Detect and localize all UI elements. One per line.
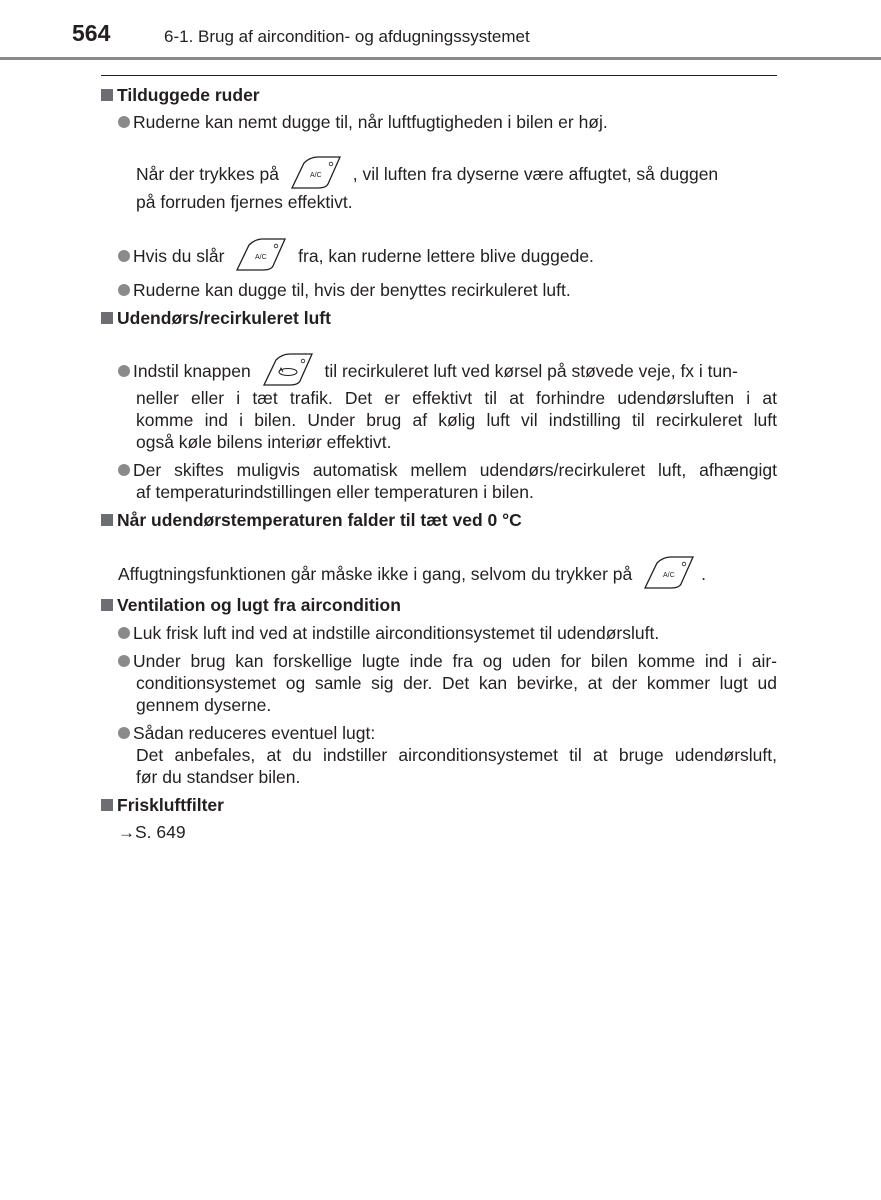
bullet-item: Ruderne kan nemt dugge til, når luftfugtigheden i bilen er høj.: [118, 111, 608, 133]
bullet-item: Ruderne kan dugge til, hvis der benyttes recirkuleret luft.: [118, 279, 571, 301]
square-bullet-icon: [101, 514, 113, 526]
bullet-item: Under brug kan forskellige lugte inde fra og uden for bilen komme ind i air-: [118, 650, 777, 672]
bullet-item: Sådan reduceres eventuel lugt:: [118, 722, 375, 744]
right-arrow-icon: →: [118, 823, 135, 842]
paragraph-line: også køle bilens interiør effektivt.: [136, 432, 392, 452]
bullet-item: Indstil knappen til recirkuleret luft ved kørsel på støvede veje, fx i tun-: [118, 352, 738, 393]
ac-button-icon: [233, 237, 289, 278]
chapter-title: 6-1. Brug af aircondition- og afdugningssystemet: [164, 27, 530, 46]
paragraph-line: conditionsystemet og samle sig der. Det kan bevirke, at der kommer lugt ud: [136, 673, 777, 693]
svg-text:A/C: A/C: [663, 572, 675, 579]
paragraph-line: Det anbefales, at du indstiller airconditionsystemet til at bruge udendørsluft,: [136, 745, 777, 765]
section-heading-low-temperature: Når udendørstemperaturen falder til tæt ved 0 °C: [101, 510, 522, 531]
ac-button-icon: [288, 155, 344, 196]
round-bullet-icon: [118, 727, 130, 739]
round-bullet-icon: [118, 365, 130, 377]
bullet-item: Luk frisk luft ind ved at indstille airconditionsystemet til udendørsluft.: [118, 622, 659, 644]
round-bullet-icon: [118, 250, 130, 262]
round-bullet-icon: [118, 284, 130, 296]
svg-text:A/C: A/C: [255, 254, 267, 261]
round-bullet-icon: [118, 627, 130, 639]
square-bullet-icon: [101, 599, 113, 611]
round-bullet-icon: [118, 116, 130, 128]
paragraph-line: af temperaturindstillingen eller temperaturen i bilen.: [136, 482, 534, 502]
paragraph-line: neller eller i tæt trafik. Det er effektivt til at forhindre udendørsluften i at: [136, 388, 777, 408]
paragraph-line: Affugtningsfunktionen går måske ikke i gang, selvom du trykker på A/C .: [118, 555, 706, 596]
round-bullet-icon: [118, 464, 130, 476]
section-heading-ventilation-odor: Ventilation og lugt fra aircondition: [101, 595, 401, 616]
square-bullet-icon: [101, 799, 113, 811]
page-reference-link[interactable]: →S. 649: [118, 822, 186, 842]
page-number: 564: [72, 20, 111, 46]
square-bullet-icon: [101, 312, 113, 324]
section-heading-fresh-air-filter: Friskluftfilter: [101, 795, 224, 816]
paragraph-line: før du standser bilen.: [136, 767, 301, 787]
header-divider: [0, 57, 881, 60]
paragraph-line: Når der trykkes på A/C , vil luften fra dyserne være affugtet, så duggen: [136, 155, 718, 196]
square-bullet-icon: [101, 89, 113, 101]
section-divider: [101, 75, 777, 76]
section-heading-fogged-windows: Tilduggede ruder: [101, 85, 260, 106]
round-bullet-icon: [118, 655, 130, 667]
section-heading-outside-recirculated-air: Udendørs/recirkuleret luft: [101, 308, 331, 329]
svg-text:A/C: A/C: [309, 172, 322, 179]
bullet-item: Der skiftes muligvis automatisk mellem udendørs/recirkuleret luft, afhængigt: [118, 459, 777, 481]
page-header: [0, 0, 881, 58]
paragraph-line: gennem dyserne.: [136, 695, 272, 715]
bullet-item: Hvis du slår A/C fra, kan ruderne lettere blive duggede.: [118, 237, 594, 278]
paragraph-line: komme ind i bilen. Under brug af kølig luft vil indstilling til recirkuleret luft: [136, 410, 777, 430]
ac-button-icon: [641, 555, 697, 596]
paragraph-line: på forruden fjernes effektivt.: [136, 192, 353, 212]
